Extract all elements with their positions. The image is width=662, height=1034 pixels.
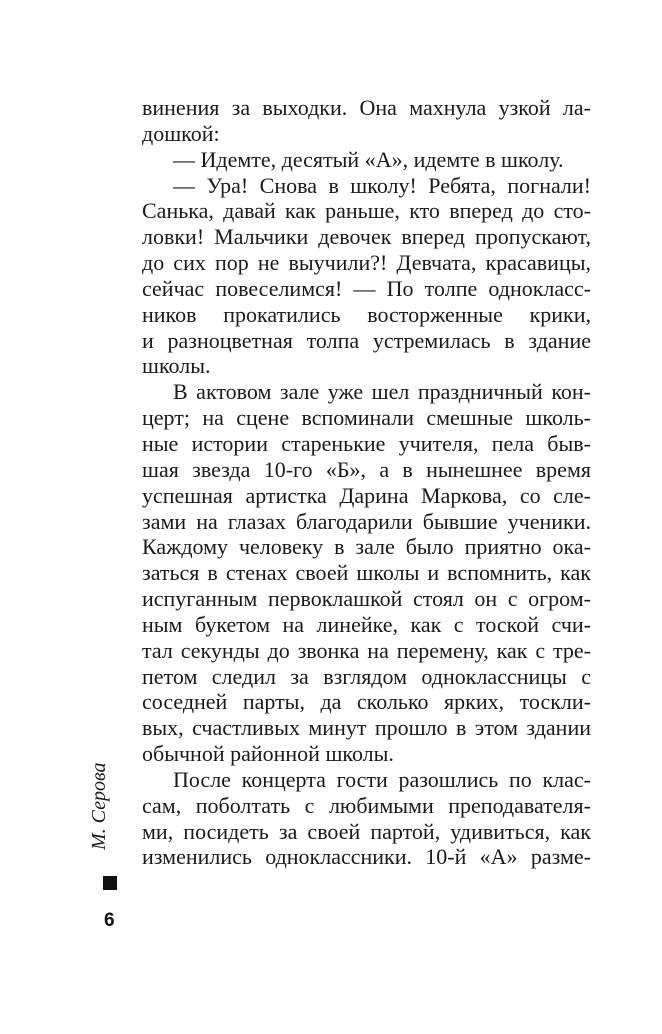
- text-line: заться в стенах своей школы и вспомнить, как: [142, 560, 591, 586]
- text-line: В актовом зале уже шел праздничный кон-: [173, 379, 591, 405]
- text-line: ми, посидеть за своей партой, удивиться, как: [142, 818, 591, 844]
- text-line: зами на глазах благодарили бывшие ученики.: [142, 508, 591, 534]
- text-line: ников прокатились восторженные крики,: [142, 301, 591, 327]
- text-line: соседней парты, да сколько ярких, тоскли-: [142, 689, 591, 715]
- text-line: обычной районной школы.: [142, 741, 394, 767]
- text-line: Каждому человеку в зале было приятно ока-: [142, 534, 591, 560]
- text-line: и разноцветная толпа устремилась в здание: [142, 327, 591, 353]
- running-head-author: М. Серова: [88, 762, 110, 850]
- text-line: успешная артистка Дарина Маркова, со сле-: [142, 482, 591, 508]
- text-line: сам, поболтать с любимыми преподавателя-: [142, 792, 591, 818]
- text-line: школы.: [142, 353, 211, 379]
- page-number: 6: [104, 910, 115, 931]
- square-marker-icon: [103, 876, 117, 890]
- text-line: шая звезда 10-го «Б», а в нынешнее время: [142, 456, 591, 482]
- text-line: изменились одноклассники. 10-й «А» разме-: [142, 844, 591, 870]
- text-line: ловки! Мальчики девочек вперед пропускают,: [142, 224, 591, 250]
- text-line: винения за выходки. Она махнула узкой ла-: [142, 95, 591, 120]
- text-line: дошкой:: [142, 120, 220, 146]
- text-line: испуганным первоклашкой стоял он с огром-: [142, 586, 591, 612]
- text-line: церт; на сцене вспоминали смешные школь-: [142, 405, 591, 431]
- body-text: [142, 95, 591, 870]
- text-line: После концерта гости разошлись по клас-: [173, 766, 591, 792]
- text-line: до сих пор не выучили?! Девчата, красавицы,: [142, 250, 591, 276]
- text-line: сейчас повеселимся! — По толпе однокласс-: [142, 275, 591, 301]
- text-line: ные истории старенькие учителя, пела быв-: [142, 430, 591, 456]
- text-line: — Ура! Снова в школу! Ребята, погнали!: [173, 172, 591, 198]
- text-line: петом следил за взглядом одноклассницы с: [142, 663, 591, 689]
- text-line: — Идемте, десятый «А», идемте в школу.: [173, 146, 564, 172]
- text-line: ным букетом на линейке, как с тоской счи-: [142, 611, 591, 637]
- text-line: тал секунды до звонка на перемену, как с тре-: [142, 637, 591, 663]
- text-line: вых, счастливых минут прошло в этом здании: [142, 715, 591, 741]
- text-line: Санька, давай как раньше, кто вперед до сто-: [142, 198, 591, 224]
